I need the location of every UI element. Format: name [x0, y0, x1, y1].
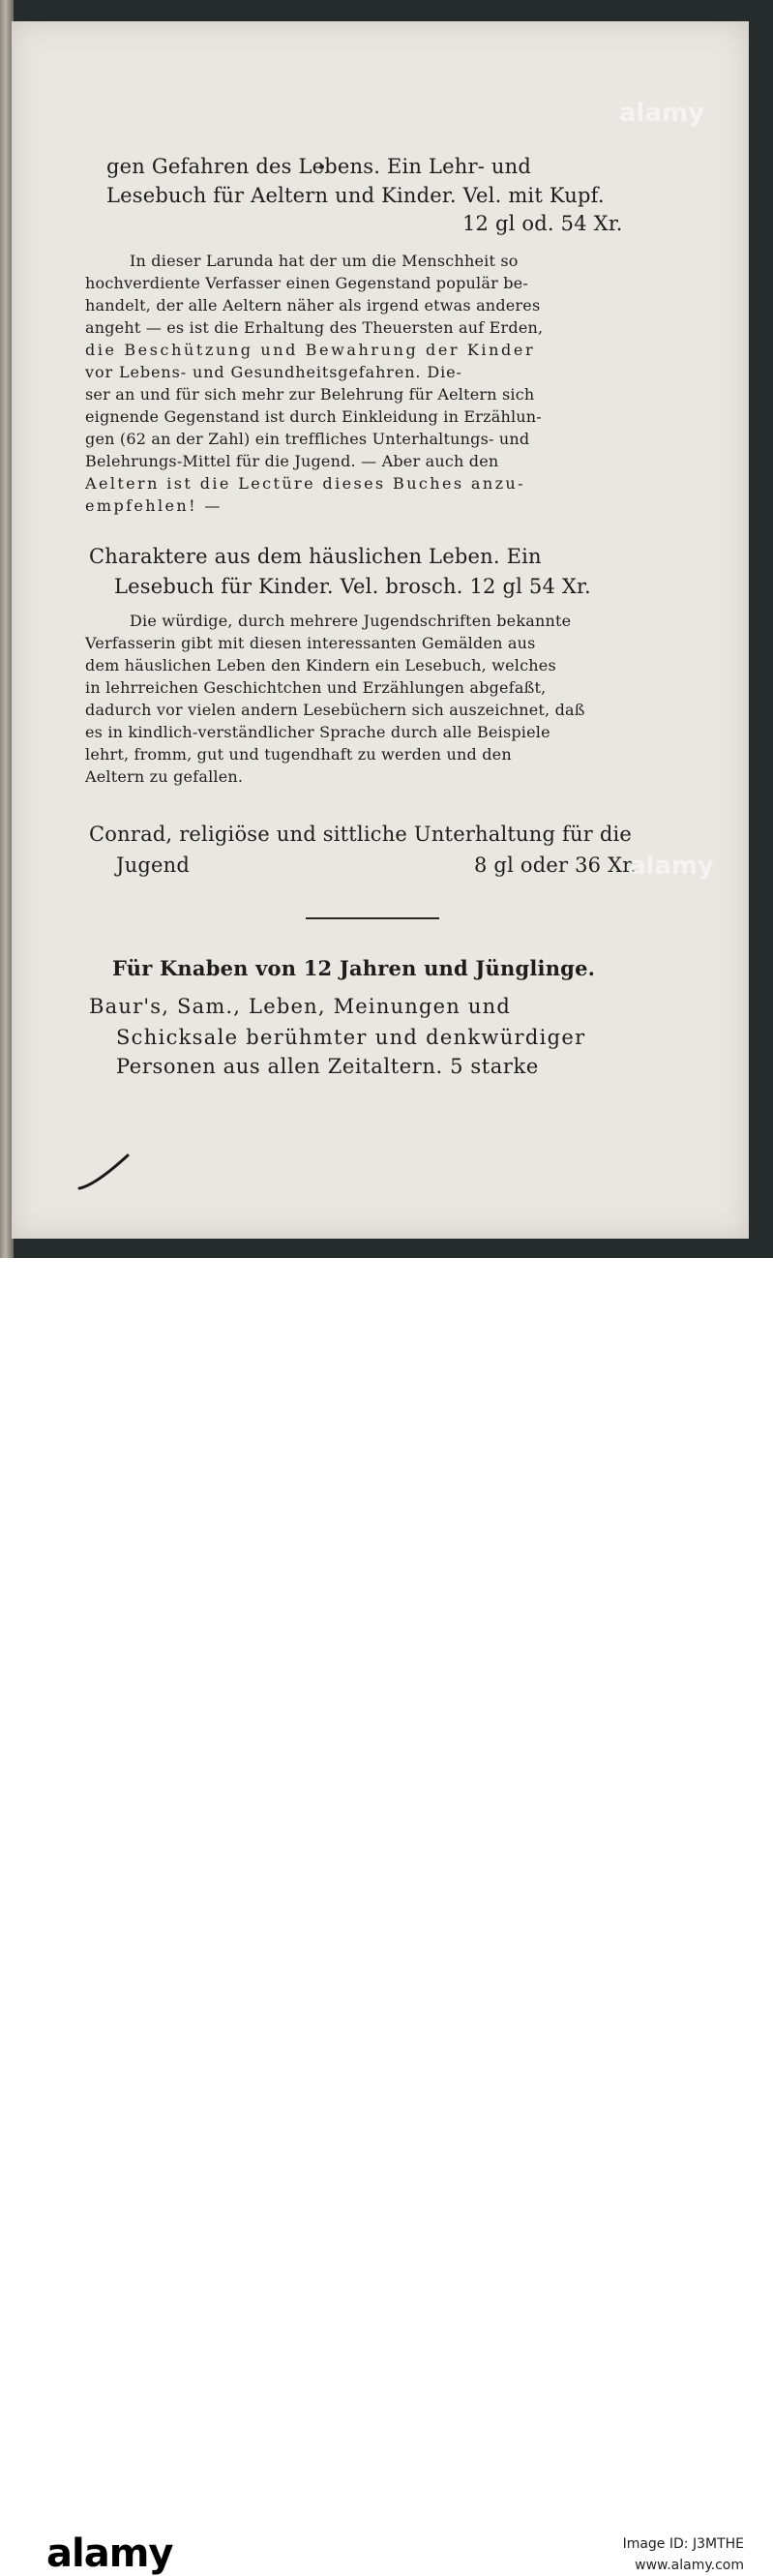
entry1-price: 12 gl od. 54 Xr. [462, 212, 623, 235]
image-id: Image ID: J3MTHE [622, 2536, 744, 2552]
entry2-desc-line: dem häuslichen Leben den Kindern ein Lesebuch, welches [85, 656, 556, 674]
entry3-price: 8 gl oder 36 Xr. [474, 854, 638, 877]
entry2-desc-line: Verfasserin gibt mit diesen interessanten Gemälden aus [85, 634, 536, 652]
entry2-desc-line: Die würdige, durch mehrere Jugendschriften bekannte [130, 612, 572, 630]
entry3-line2: Jugend [116, 854, 190, 877]
entry1-desc-line: die Beschützung und Bewahrung der Kinder [85, 341, 536, 359]
section-divider [306, 917, 439, 919]
entry2-desc-line: in lehrreichen Geschichtchen und Erzählungen abgefaßt, [85, 678, 547, 697]
entry1-desc-line: angeht — es ist die Erhaltung des Theuersten auf Erden, [85, 318, 544, 337]
entry1-desc-line: vor Lebens- und Gesundheitsgefahren. Die- [85, 363, 462, 381]
section-heading: Für Knaben von 12 Jahren und Jünglinge. [112, 956, 596, 980]
entry1-desc-line: empfehlen! — [85, 496, 223, 515]
alamy-logo: alamy [46, 2531, 173, 2576]
entry4-line2: Schicksale berühmter und denkwürdiger [116, 1026, 586, 1049]
entry1-desc-line: handelt, der alle Aeltern näher als irgend etwas anderes [85, 296, 541, 315]
pen-stroke-mark [75, 1152, 132, 1192]
watermark-text: alamy [619, 99, 705, 128]
entry1-desc-line: gen (62 an der Zahl) ein treffliches Unterhaltungs- und [85, 430, 530, 448]
entry1-desc-line: ser an und für sich mehr zur Belehrung für Aeltern sich [85, 385, 535, 404]
book-page [12, 21, 749, 1239]
entry1-line2: Lesebuch für Aeltern und Kinder. Vel. mit Kupf. [106, 184, 605, 207]
watermark-text: alamy [629, 852, 715, 881]
entry1-line1: gen Gefahren des Lebens. Ein Lehr- und [106, 155, 532, 178]
entry2-line1: Charaktere aus dem häuslichen Leben. Ein [89, 545, 542, 568]
stock-footer [0, 1258, 773, 2576]
entry2-desc-line: dadurch vor vielen andern Lesebüchern sich auszeichnet, daß [85, 701, 585, 719]
scan-frame [0, 0, 773, 1258]
site-url: www.alamy.com [635, 2558, 744, 2573]
image-reference [623, 2533, 744, 2576]
entry1-desc-line: hochverdiente Verfasser einen Gegenstand populär be- [85, 274, 528, 292]
entry1-desc-line: In dieser Larunda hat der um die Menschheit so [130, 252, 519, 270]
entry2-line2: Lesebuch für Kinder. Vel. brosch. 12 gl 54 Xr. [114, 575, 591, 598]
entry3-line1: Conrad, religiöse und sittliche Unterhaltung für die [89, 823, 633, 846]
entry1-desc-line: eignende Gegenstand ist durch Einkleidung in Erzählun- [85, 407, 542, 426]
entry4-line1: Baur's, Sam., Leben, Meinungen und [89, 995, 511, 1018]
entry1-desc-line: Aeltern ist die Lectüre dieses Buches anzu- [85, 474, 525, 493]
entry1-desc-line: Belehrungs-Mittel für die Jugend. — Aber auch den [85, 452, 499, 470]
entry2-desc-line: lehrt, fromm, gut und tugendhaft zu werden und den [85, 745, 512, 764]
entry2-desc-line: es in kindlich-verständlicher Sprache durch alle Beispiele [85, 723, 550, 741]
entry4-line3: Personen aus allen Zeitaltern. 5 starke [116, 1055, 539, 1078]
entry2-desc-line: Aeltern zu gefallen. [85, 767, 244, 786]
